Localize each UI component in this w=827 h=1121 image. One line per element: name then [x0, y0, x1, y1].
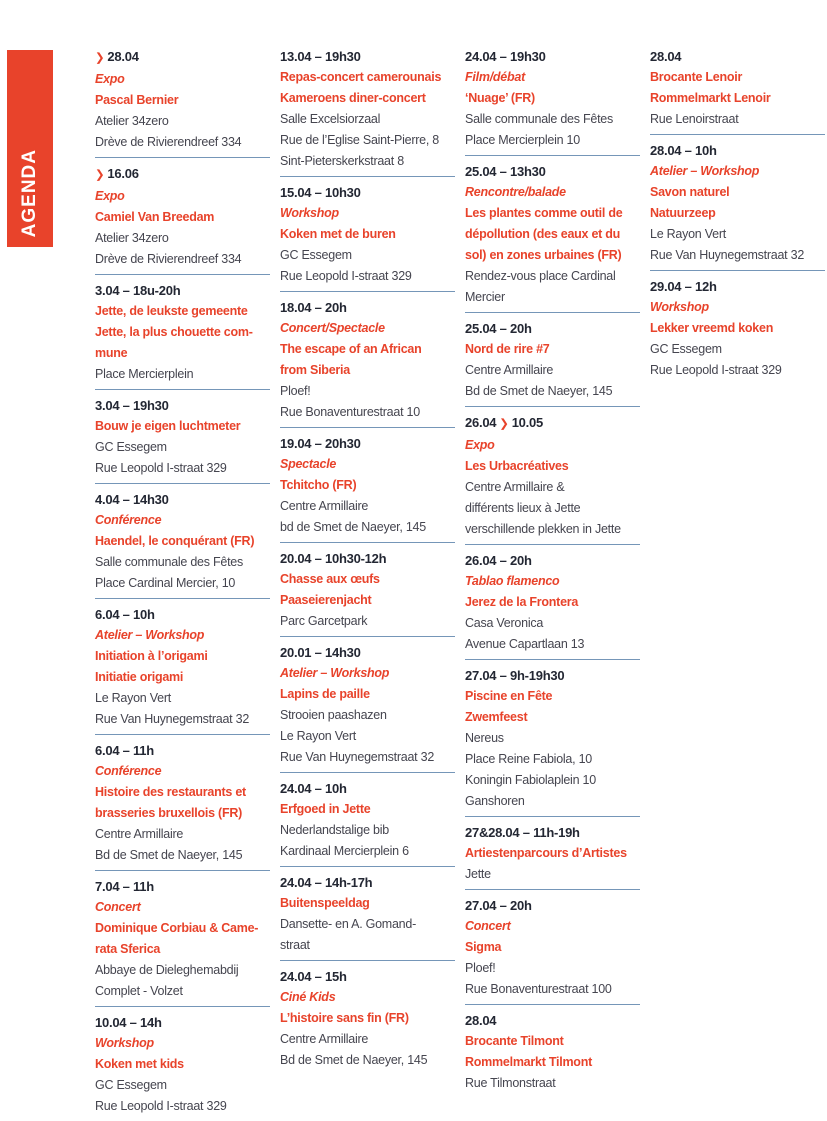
event-item — [465, 660, 640, 817]
event-category: Tablao flamenco — [465, 574, 560, 588]
event-detail-line: Nereus — [465, 731, 504, 745]
event-detail-line: Place Cardinal Mercier, 10 — [95, 576, 236, 590]
event-title-line: Brocante Tilmont — [465, 1034, 564, 1048]
event-date-text: 24.04 – 14h-17h — [280, 875, 373, 890]
event-detail-line: Bd de Smet de Naeyer, 145 — [95, 848, 243, 862]
event-category: Atelier – Workshop — [650, 164, 760, 178]
event-item — [280, 292, 455, 428]
event-title-line: Buitenspeeldag — [280, 896, 370, 910]
event-date-text: 28.04 — [650, 49, 682, 64]
event-date — [95, 740, 270, 761]
event-title-line: Camiel Van Breedam — [95, 210, 215, 224]
event-category: Expo — [95, 189, 125, 203]
event-title-line: Lapins de paille — [280, 687, 370, 701]
event-category: Atelier – Workshop — [280, 666, 390, 680]
event-item — [465, 890, 640, 1005]
event-title-line: Rommelmarkt Tilmont — [465, 1055, 592, 1069]
event-detail-line: Place Reine Fabiola, 10 — [465, 752, 592, 766]
event-date-text: 27.04 – 9h-19h30 — [465, 668, 565, 683]
event-date — [95, 489, 270, 510]
event-title-line: Sigma — [465, 940, 502, 954]
event-detail-line: Centre Armillaire — [465, 363, 554, 377]
event-detail-line: Place Mercierplein — [95, 367, 194, 381]
event-date — [95, 1012, 270, 1033]
event-item — [465, 817, 640, 890]
event-item — [465, 156, 640, 313]
event-title-line: L’histoire sans fin (FR) — [280, 1011, 409, 1025]
event-item — [650, 46, 825, 135]
event-date-text: 28.04 – 10h — [650, 143, 717, 158]
event-item — [95, 46, 270, 158]
event-category: Atelier – Workshop — [95, 628, 205, 642]
event-date — [465, 822, 640, 843]
event-end-date-text: 10.05 — [511, 415, 543, 430]
event-title-line: Nord de rire #7 — [465, 342, 550, 356]
event-item — [465, 1005, 640, 1098]
event-detail-line: Rue Tilmonstraat — [465, 1076, 556, 1090]
event-date-text: 20.04 – 10h30-12h — [280, 551, 387, 566]
event-date-text: 19.04 – 20h30 — [280, 436, 361, 451]
chevron-right-icon: ❯ — [95, 52, 105, 64]
event-detail-line: Centre Armillaire & — [465, 480, 565, 494]
event-detail-line: Atelier 34zero — [95, 231, 169, 245]
event-detail-line: différents lieux à Jette — [465, 501, 581, 515]
event-detail-line: Nederlandstalige bib — [280, 823, 389, 837]
event-detail-line: Le Rayon Vert — [650, 227, 726, 241]
event-date — [95, 163, 270, 186]
agenda-band — [7, 50, 53, 247]
event-date-text: 18.04 – 20h — [280, 300, 347, 315]
event-title-line: Natuurzeep — [650, 206, 716, 220]
event-detail-line: Rue Bonaventurestraat 10 — [280, 405, 420, 419]
event-date — [280, 46, 455, 67]
event-detail-line: Bd de Smet de Naeyer, 145 — [465, 384, 613, 398]
event-date — [465, 895, 640, 916]
event-title-line: Pascal Bernier — [95, 93, 179, 107]
event-title-line: Haendel, le conquérant (FR) — [95, 534, 255, 548]
event-detail-line: Casa Veronica — [465, 616, 544, 630]
event-detail-line: Centre Armillaire — [95, 827, 184, 841]
event-title-line: mune — [95, 346, 128, 360]
event-date — [280, 297, 455, 318]
event-detail-line: Salle communale des Fêtes — [95, 555, 243, 569]
event-date — [650, 46, 825, 67]
event-category: Expo — [465, 438, 495, 452]
event-title-line: Bouw je eigen luchtmeter — [95, 419, 241, 433]
event-detail-line: Rue Leopold I-straat 329 — [280, 269, 412, 283]
event-item — [95, 158, 270, 275]
event-date — [280, 778, 455, 799]
event-detail-line: Jette — [465, 867, 491, 881]
event-date-text: 4.04 – 14h30 — [95, 492, 169, 507]
event-date-text: 27.04 – 20h — [465, 898, 532, 913]
event-detail-line: Rue Lenoirstraat — [650, 112, 739, 126]
event-title-line: Initiation à l’origami — [95, 649, 208, 663]
event-category: Workshop — [650, 300, 709, 314]
event-detail-line: GC Essegem — [95, 440, 167, 454]
agenda-column-1 — [95, 46, 270, 1121]
event-title-line: from Siberia — [280, 363, 350, 377]
agenda-column-2 — [280, 46, 455, 1121]
event-detail-line: GC Essegem — [95, 1078, 167, 1092]
event-title-line: rata Sferica — [95, 942, 161, 956]
event-detail-line: Ploef! — [465, 961, 496, 975]
event-title-line: Brocante Lenoir — [650, 70, 743, 84]
event-category: Workshop — [95, 1036, 154, 1050]
event-date-text: 3.04 – 18u-20h — [95, 283, 181, 298]
event-title-line: Histoire des restaurants et — [95, 785, 246, 799]
event-detail-line: Parc Garcetpark — [280, 614, 368, 628]
event-detail-line: Rue Van Huynegemstraat 32 — [95, 712, 250, 726]
event-title-line: Koken met kids — [95, 1057, 184, 1071]
event-date-text: 25.04 – 20h — [465, 321, 532, 336]
event-date — [280, 433, 455, 454]
event-detail-line: Le Rayon Vert — [280, 729, 356, 743]
event-title-line: Dominique Corbiau & Came- — [95, 921, 259, 935]
event-title-line: Chasse aux œufs — [280, 572, 380, 586]
event-date-text: 29.04 – 12h — [650, 279, 717, 294]
event-detail-line: Mercier — [465, 290, 505, 304]
event-date — [465, 1010, 640, 1031]
event-title-line: sol) en zones urbaines (FR) — [465, 248, 622, 262]
event-detail-line: Place Mercierplein 10 — [465, 133, 580, 147]
event-date — [650, 276, 825, 297]
event-detail-line: Salle Excelsiorzaal — [280, 112, 381, 126]
event-title-line: Jerez de la Frontera — [465, 595, 579, 609]
event-item — [280, 46, 455, 177]
event-detail-line: Rue Leopold I-straat 329 — [95, 461, 227, 475]
event-date — [280, 642, 455, 663]
event-item — [280, 177, 455, 292]
event-date — [95, 604, 270, 625]
event-detail-line: Atelier 34zero — [95, 114, 169, 128]
event-date — [95, 395, 270, 416]
event-title-line: Les Urbacréatives — [465, 459, 569, 473]
event-detail-line: GC Essegem — [280, 248, 352, 262]
event-date-text: 24.04 – 19h30 — [465, 49, 546, 64]
event-date-text: 3.04 – 19h30 — [95, 398, 169, 413]
event-category: Conférence — [95, 764, 162, 778]
event-date — [95, 876, 270, 897]
agenda-band-label: AGENDA — [19, 148, 40, 237]
event-item — [280, 543, 455, 637]
event-date — [465, 318, 640, 339]
event-detail-line: Rue de l’Eglise Saint-Pierre, 8 — [280, 133, 439, 147]
event-category: Concert — [465, 919, 511, 933]
event-date-text: 6.04 – 11h — [95, 743, 154, 758]
event-date — [280, 872, 455, 893]
event-item — [280, 428, 455, 543]
event-date — [280, 182, 455, 203]
event-detail-line: Kardinaal Mercierplein 6 — [280, 844, 409, 858]
event-item — [95, 390, 270, 484]
event-title-line: Tchitcho (FR) — [280, 478, 357, 492]
event-title-line: Piscine en Fête — [465, 689, 553, 703]
event-item — [95, 275, 270, 390]
event-item — [95, 1007, 270, 1121]
event-detail-line: straat — [280, 938, 310, 952]
event-item — [280, 773, 455, 867]
agenda-column-3 — [465, 46, 640, 1121]
event-detail-line: Rue Bonaventurestraat 100 — [465, 982, 612, 996]
event-detail-line: Rue Leopold I-straat 329 — [95, 1099, 227, 1113]
chevron-right-icon: ❯ — [95, 169, 105, 181]
event-date — [465, 412, 640, 435]
event-date-text: 26.04 – 20h — [465, 553, 532, 568]
event-detail-line: Abbaye de Dieleghemabdij — [95, 963, 239, 977]
event-title-line: Initiatie origami — [95, 670, 184, 684]
event-detail-line: Centre Armillaire — [280, 1032, 369, 1046]
event-date — [465, 46, 640, 67]
event-category: Film/débat — [465, 70, 526, 84]
event-date-text: 24.04 – 10h — [280, 781, 347, 796]
event-date-text: 6.04 – 10h — [95, 607, 155, 622]
event-title-line: The escape of an African — [280, 342, 422, 356]
event-title-line: dépollution (des eaux et du — [465, 227, 621, 241]
event-date-text: 13.04 – 19h30 — [280, 49, 361, 64]
event-category: Concert/Spectacle — [280, 321, 385, 335]
event-detail-line: Ploef! — [280, 384, 311, 398]
event-item — [650, 135, 825, 271]
event-category: Concert — [95, 900, 141, 914]
event-date-text: 24.04 – 15h — [280, 969, 347, 984]
event-title-line: Zwemfeest — [465, 710, 528, 724]
event-date — [465, 665, 640, 686]
event-category: Ciné Kids — [280, 990, 336, 1004]
event-item — [95, 735, 270, 871]
event-detail-line: Sint-Pieterskerkstraat 8 — [280, 154, 404, 168]
event-title-line: Les plantes comme outil de — [465, 206, 623, 220]
event-detail-line: Rue Van Huynegemstraat 32 — [650, 248, 805, 262]
event-detail-line: Avenue Capartlaan 13 — [465, 637, 585, 651]
event-detail-line: Salle communale des Fêtes — [465, 112, 613, 126]
event-date-text: 15.04 – 10h30 — [280, 185, 361, 200]
event-title-line: Repas-concert camerounais — [280, 70, 442, 84]
event-date-text: 20.01 – 14h30 — [280, 645, 361, 660]
event-date — [650, 140, 825, 161]
event-date — [465, 550, 640, 571]
event-detail-line: bd de Smet de Naeyer, 145 — [280, 520, 426, 534]
event-item — [95, 599, 270, 735]
event-detail-line: Ganshoren — [465, 794, 525, 808]
event-detail-line: Complet - Volzet — [95, 984, 183, 998]
event-item — [280, 961, 455, 1075]
event-date-text: 7.04 – 11h — [95, 879, 154, 894]
event-date-text: 28.04 — [465, 1013, 497, 1028]
event-detail-line: Drève de Rivierendreef 334 — [95, 135, 242, 149]
event-date — [95, 46, 270, 69]
event-detail-line: Bd de Smet de Naeyer, 145 — [280, 1053, 428, 1067]
event-item — [95, 871, 270, 1007]
event-title-line: Lekker vreemd koken — [650, 321, 774, 335]
event-date — [95, 280, 270, 301]
event-date — [280, 966, 455, 987]
event-detail-line: Koningin Fabiolaplein 10 — [465, 773, 596, 787]
event-date-text: 27&28.04 – 11h-19h — [465, 825, 580, 840]
event-title-line: Savon naturel — [650, 185, 730, 199]
event-date-text: 25.04 – 13h30 — [465, 164, 546, 179]
event-title-line: brasseries bruxellois (FR) — [95, 806, 243, 820]
event-date-text: 26.04 — [465, 415, 497, 430]
chevron-right-icon: ❯ — [499, 418, 509, 430]
event-category: Workshop — [280, 206, 339, 220]
event-title-line: Koken met de buren — [280, 227, 396, 241]
event-category: Rencontre/balade — [465, 185, 566, 199]
event-date-text: 28.04 — [107, 49, 139, 64]
event-category: Spectacle — [280, 457, 337, 471]
event-category: Expo — [95, 72, 125, 86]
event-item — [280, 867, 455, 961]
event-detail-line: verschillende plekken in Jette — [465, 522, 621, 536]
event-category: Conférence — [95, 513, 162, 527]
event-detail-line: Rue Leopold I-straat 329 — [650, 363, 782, 377]
event-date — [280, 548, 455, 569]
event-item — [465, 407, 640, 545]
event-item — [650, 271, 825, 385]
event-detail-line: Le Rayon Vert — [95, 691, 171, 705]
event-item — [465, 46, 640, 156]
event-date-text: 10.04 – 14h — [95, 1015, 162, 1030]
event-item — [465, 313, 640, 407]
event-detail-line: Centre Armillaire — [280, 499, 369, 513]
event-title-line: Erfgoed in Jette — [280, 802, 371, 816]
event-title-line: Rommelmarkt Lenoir — [650, 91, 771, 105]
event-detail-line: Dansette- en A. Gomand- — [280, 917, 416, 931]
event-title-line: Jette, de leukste gemeente — [95, 304, 248, 318]
event-title-line: Jette, la plus chouette com- — [95, 325, 253, 339]
event-item — [95, 484, 270, 599]
event-item — [465, 545, 640, 660]
event-detail-line: Rue Van Huynegemstraat 32 — [280, 750, 435, 764]
event-item — [280, 637, 455, 773]
event-detail-line: Strooien paashazen — [280, 708, 387, 722]
agenda-columns — [95, 46, 825, 1121]
event-date-text: 16.06 — [107, 166, 139, 181]
event-detail-line: Rendez-vous place Cardinal — [465, 269, 616, 283]
event-title-line: ‘Nuage’ (FR) — [465, 91, 535, 105]
event-date — [465, 161, 640, 182]
event-title-line: Kameroens diner-concert — [280, 91, 426, 105]
event-title-line: Paaseierenjacht — [280, 593, 372, 607]
event-detail-line: Drève de Rivierendreef 334 — [95, 252, 242, 266]
agenda-column-4 — [650, 46, 825, 1121]
event-detail-line: GC Essegem — [650, 342, 722, 356]
event-title-line: Artiestenparcours d’Artistes — [465, 846, 627, 860]
